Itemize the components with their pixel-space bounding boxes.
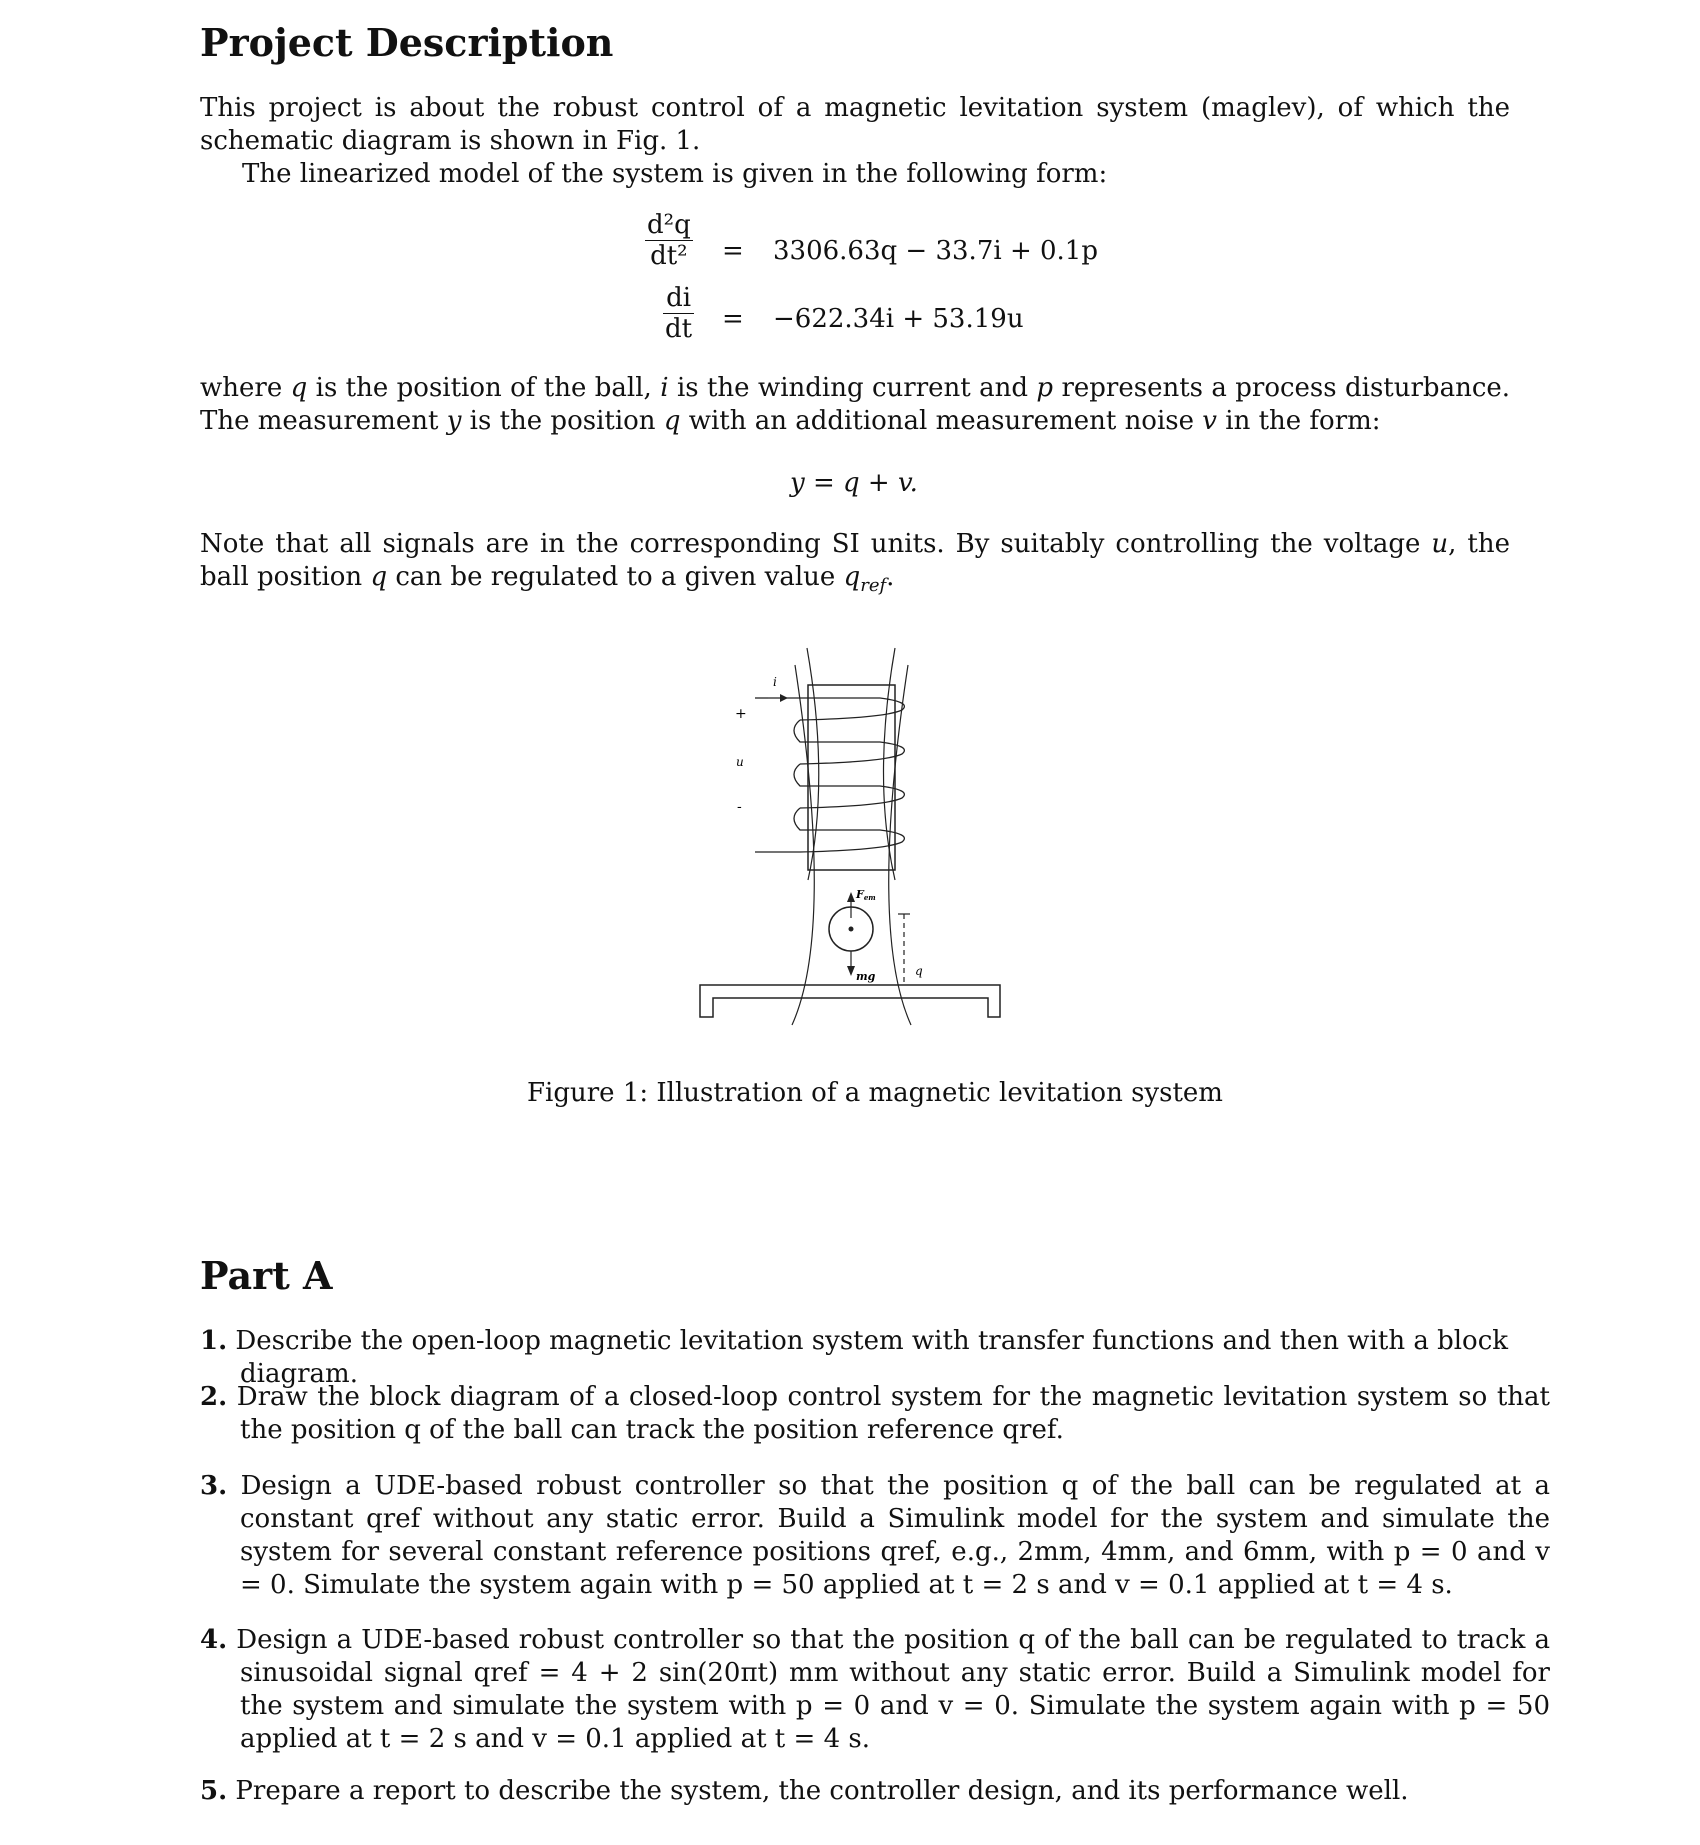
winding bbox=[794, 720, 904, 764]
item-text: Design a UDE-based robust controller so that the position q of the ball can be regulated to track a sinusoidal signal qref = 4 + 2 sin(20πt) mm without any static error. Build a Simulink model for the system and simulate the system with p = 0 and v = 0. Simulate the system again with p = 50 applied at t = 2 s and v = 0.1 applied at t = 4 s. bbox=[236, 1625, 1551, 1754]
current-arrow-icon bbox=[780, 694, 788, 702]
equation-1 bbox=[645, 210, 693, 271]
section-title: Project Description bbox=[200, 20, 614, 65]
list-item bbox=[200, 1470, 1550, 1602]
equation-2 bbox=[663, 283, 694, 344]
item-number: 1. bbox=[200, 1326, 228, 1356]
note-text-2: , the ball position bbox=[200, 529, 1511, 592]
eq1-relation: = bbox=[722, 236, 744, 266]
var-p: p bbox=[1036, 373, 1054, 403]
note-text-3: can be regulated to a given value bbox=[395, 562, 836, 592]
note-text-4: . bbox=[886, 562, 895, 592]
intro-paragraph bbox=[200, 92, 1510, 191]
item-number: 2. bbox=[200, 1382, 228, 1412]
note-paragraph bbox=[200, 528, 1510, 602]
eq1-derivative bbox=[645, 210, 693, 271]
field-line bbox=[792, 665, 814, 1025]
note-text-1: Note that all signals are in the corresponding SI units. By suitably controlling the voltage bbox=[200, 529, 1421, 559]
where-text-1: where bbox=[200, 373, 283, 403]
item-number: 5. bbox=[200, 1776, 228, 1806]
where-text-6: with an additional measurement noise bbox=[688, 406, 1195, 436]
maglev-figure bbox=[680, 630, 1020, 1050]
where-text-3: is the winding current and bbox=[676, 373, 1029, 403]
force-arrow-icon bbox=[847, 892, 855, 902]
winding bbox=[794, 808, 904, 852]
eq2-rhs: −622.34i + 53.19u bbox=[773, 304, 1024, 334]
minus-label: - bbox=[737, 799, 742, 815]
position-label: q bbox=[915, 964, 923, 978]
measurement-equation: y = q + v. bbox=[790, 468, 918, 498]
where-text-5: is the position bbox=[469, 406, 656, 436]
where-text-4: represents a process disturbance. The measurement bbox=[200, 373, 1511, 436]
weight-label: mg bbox=[856, 970, 876, 983]
eq1-numerator: d²q bbox=[647, 210, 691, 240]
ball-center bbox=[849, 927, 854, 932]
var-i: i bbox=[660, 373, 669, 403]
var-y: y bbox=[446, 406, 462, 436]
var-qref-sub: ref bbox=[860, 575, 887, 596]
eq2-relation: = bbox=[722, 304, 744, 334]
figure-caption: Figure 1: Illustration of a magnetic levitation system bbox=[527, 1078, 1223, 1108]
var-q-2: q bbox=[663, 406, 681, 436]
eq1-denominator: dt² bbox=[650, 241, 688, 271]
base-platform bbox=[700, 985, 1000, 1017]
eq2-derivative bbox=[663, 283, 694, 344]
where-text-7: in the form: bbox=[1225, 406, 1381, 436]
var-qref: q bbox=[843, 562, 861, 592]
current-label: i bbox=[773, 675, 777, 689]
eq2-numerator: di bbox=[663, 283, 694, 314]
intro-sentence-1: This project is about the robust control of a magnetic levitation system (maglev), of which the schematic diagram is shown in Fig. 1. bbox=[200, 93, 1510, 156]
var-v: v bbox=[1202, 406, 1217, 436]
intro-sentence-2: The linearized model of the system is given in the following form: bbox=[242, 159, 1108, 189]
list-item bbox=[200, 1381, 1550, 1447]
winding bbox=[768, 698, 904, 720]
item-text: Design a UDE-based robust controller so that the position q of the ball can be regulated at a constant qref without any static error. Build a Simulink model for the system and simulate the system for several constant reference positions qref, e.g., 2mm, 4mm, and 6mm, with p = 0 and v = 0. Simulate the system again with p = 50 applied at t = 2 s and v = 0.1 applied at t = 4 s. bbox=[240, 1471, 1550, 1600]
list-item bbox=[200, 1624, 1550, 1756]
part-a-title: Part A bbox=[200, 1253, 333, 1298]
weight-arrow-icon bbox=[847, 966, 855, 976]
force-label: Fem bbox=[856, 888, 876, 902]
eq2-denominator: dt bbox=[665, 314, 693, 344]
where-text-2: is the position of the ball, bbox=[315, 373, 652, 403]
var-q-3: q bbox=[370, 562, 388, 592]
list-item bbox=[200, 1775, 1550, 1808]
item-text: Describe the open-loop magnetic levitation system with transfer functions and then with a block diagram. bbox=[235, 1326, 1509, 1389]
eq1-rhs: 3306.63q − 33.7i + 0.1p bbox=[773, 236, 1098, 266]
voltage-label: u bbox=[736, 755, 744, 769]
where-paragraph bbox=[200, 372, 1510, 438]
var-q: q bbox=[290, 373, 308, 403]
electromagnet-core bbox=[808, 685, 895, 870]
item-number: 3. bbox=[200, 1471, 228, 1501]
item-number: 4. bbox=[200, 1625, 228, 1655]
plus-label: + bbox=[735, 706, 747, 722]
var-u: u bbox=[1431, 529, 1449, 559]
item-text: Draw the block diagram of a closed-loop control system for the magnetic levitation system so that the position q of the ball can track the position reference qref. bbox=[236, 1382, 1550, 1445]
item-text: Prepare a report to describe the system, the controller design, and its performance well. bbox=[235, 1776, 1409, 1806]
